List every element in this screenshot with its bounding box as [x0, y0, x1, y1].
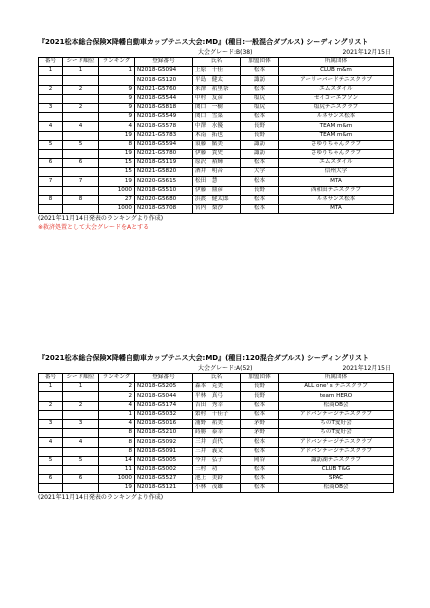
cell-club: さゆりちゃんクラブ	[279, 140, 394, 149]
cell-seed: 2	[63, 85, 99, 94]
relief-measure-note: ※救済処置として大会グレードをAとする	[38, 224, 150, 232]
cell-name: 伊藤 貴史	[193, 149, 241, 158]
tournament-grade: 大会グレード:B(38)	[198, 49, 253, 56]
list-meta	[38, 48, 393, 57]
table-body	[39, 383, 394, 493]
cell-federation: 塩尻	[241, 103, 279, 112]
cell-club: MTA	[279, 177, 394, 186]
header-name: 氏名	[193, 58, 241, 67]
cell-reg-no: N2018-G5527	[135, 475, 193, 484]
table-row	[39, 149, 394, 158]
cell-number: 2	[39, 401, 63, 410]
cell-ranking: 1	[99, 410, 135, 419]
cell-number: 1	[39, 383, 63, 392]
cell-ranking: 15	[99, 168, 135, 177]
cell-club: エムスタイル	[279, 159, 394, 168]
seeding-table	[38, 373, 394, 493]
table-row	[39, 401, 394, 410]
cell-reg-no: N2018-G5016	[135, 419, 193, 428]
cell-number: 3	[39, 419, 63, 428]
table-row	[39, 447, 394, 456]
cell-seed	[63, 484, 99, 493]
cell-federation: 松本	[241, 177, 279, 186]
cell-ranking: 9	[99, 94, 135, 103]
cell-seed: 7	[63, 177, 99, 186]
cell-name: 三村 功	[193, 465, 241, 474]
cell-reg-no: N2018-G5032	[135, 410, 193, 419]
cell-ranking: 8	[99, 140, 135, 149]
table-row	[39, 410, 394, 419]
cell-reg-no: N2018-G5044	[135, 392, 193, 401]
table-row	[39, 122, 394, 131]
table-row	[39, 94, 394, 103]
cell-name: 米澤 祐里奈	[193, 85, 241, 94]
cell-club: 松商OB会	[279, 484, 394, 493]
cell-federation: 長野	[241, 392, 279, 401]
cell-number	[39, 392, 63, 401]
header-seed: シード順位	[63, 374, 99, 383]
cell-name: 中村 友彦	[193, 94, 241, 103]
table-row	[39, 392, 394, 401]
cell-name: 木南 拓也	[193, 131, 241, 140]
header-reg-no: 登録番号	[135, 58, 193, 67]
seeding-list-mixed-doubles-120	[38, 354, 393, 502]
cell-name: 伊藤 鼎彦	[193, 186, 241, 195]
cell-reg-no: N2020-G5680	[135, 195, 193, 204]
cell-ranking	[99, 76, 135, 85]
cell-name: 平島 健太	[193, 76, 241, 85]
cell-name: 須藤 鮎美	[193, 140, 241, 149]
cell-name: 原沢 裕輝	[193, 159, 241, 168]
cell-club: ALL one' s テニスクラブ	[279, 383, 394, 392]
cell-seed: 5	[63, 140, 99, 149]
cell-name: 浦野 祐美	[193, 419, 241, 428]
cell-federation: 長野	[241, 131, 279, 140]
cell-club: CLUB T&G	[279, 465, 394, 474]
cell-ranking: 2	[99, 392, 135, 401]
cell-number	[39, 186, 63, 195]
cell-federation: 長野	[241, 122, 279, 131]
cell-club: セイコーエプソン	[279, 94, 394, 103]
table-row	[39, 475, 394, 484]
cell-seed: 1	[63, 67, 99, 76]
header-ranking: ランキング	[99, 374, 135, 383]
cell-club: 松商OB会	[279, 401, 394, 410]
cell-federation: 松本	[241, 484, 279, 493]
header-federation: 加盟団体	[241, 374, 279, 383]
cell-seed: 4	[63, 122, 99, 131]
cell-federation: 松本	[241, 475, 279, 484]
cell-club: 西和田テニスクラブ	[279, 186, 394, 195]
cell-reg-no: N2021-G5780	[135, 149, 193, 158]
cell-seed: 8	[63, 195, 99, 204]
cell-ranking: 4	[99, 419, 135, 428]
cell-ranking: 1	[99, 67, 135, 76]
cell-number	[39, 94, 63, 103]
header-seed: シード順位	[63, 58, 99, 67]
cell-ranking: 19	[99, 177, 135, 186]
cell-seed: 2	[63, 103, 99, 112]
list-title: 『2021松本総合保険X降幡自動車カップテニス大会:MD』(種目:一般混合ダブルス) シーディングリスト	[38, 38, 369, 46]
cell-seed	[63, 447, 99, 456]
ranking-source-note: (2021年11月14日発表のランキングより作成)	[38, 215, 164, 223]
cell-seed: 1	[63, 383, 99, 392]
cell-reg-no: N2018-G5091	[135, 447, 193, 456]
cell-seed: 2	[63, 401, 99, 410]
cell-federation: 諏訪	[241, 76, 279, 85]
cell-name: 三井 義文	[193, 447, 241, 456]
cell-club: アドバンテージテニスクラブ	[279, 410, 394, 419]
cell-reg-no: N2018-G5205	[135, 383, 193, 392]
cell-reg-no: N2021-G5760	[135, 85, 193, 94]
table-header-row	[39, 58, 394, 67]
cell-seed: 4	[63, 438, 99, 447]
cell-name: 関口 雪菜	[193, 113, 241, 122]
cell-federation: 岡谷	[241, 456, 279, 465]
cell-ranking: 8	[99, 429, 135, 438]
table-row	[39, 419, 394, 428]
cell-ranking: 4	[99, 401, 135, 410]
cell-reg-no: N2018-G5510	[135, 186, 193, 195]
table-row	[39, 383, 394, 392]
cell-seed	[63, 205, 99, 214]
cell-federation: 諏訪	[241, 140, 279, 149]
cell-number: 4	[39, 122, 63, 131]
cell-reg-no: N2018-G5818	[135, 103, 193, 112]
cell-seed	[63, 429, 99, 438]
cell-number: 8	[39, 195, 63, 204]
cell-number	[39, 429, 63, 438]
table-row	[39, 465, 394, 474]
cell-reg-no: N2018-G5119	[135, 159, 193, 168]
cell-seed	[63, 392, 99, 401]
cell-reg-no: N2018-G5005	[135, 456, 193, 465]
cell-name: 酒井 明音	[193, 168, 241, 177]
cell-reg-no: N2018-G5578	[135, 122, 193, 131]
cell-ranking: 1000	[99, 186, 135, 195]
cell-ranking: 2	[99, 383, 135, 392]
cell-number: 2	[39, 85, 63, 94]
cell-name: 池上 美鈴	[193, 475, 241, 484]
cell-ranking: 11	[99, 465, 135, 474]
header-club: 所属団体	[279, 374, 394, 383]
cell-number: 5	[39, 140, 63, 149]
table-row	[39, 76, 394, 85]
cell-number	[39, 410, 63, 419]
cell-federation: 長野	[241, 186, 279, 195]
cell-number	[39, 168, 63, 177]
cell-seed	[63, 131, 99, 140]
cell-federation: 松本	[241, 195, 279, 204]
header-number: 番号	[39, 58, 63, 67]
cell-club: アーリーバードテニスクラブ	[279, 76, 394, 85]
table-body	[39, 67, 394, 214]
cell-seed: 6	[63, 159, 99, 168]
cell-ranking: 9	[99, 103, 135, 112]
table-row	[39, 456, 394, 465]
cell-name: 吉田 秀幸	[193, 401, 241, 410]
cell-name: 松田 慧	[193, 177, 241, 186]
cell-number: 3	[39, 103, 63, 112]
cell-number: 5	[39, 456, 63, 465]
cell-reg-no: N2018-G5708	[135, 205, 193, 214]
cell-number: 6	[39, 475, 63, 484]
cell-reg-no: N2018-G5002	[135, 465, 193, 474]
cell-reg-no: N2018-G5094	[135, 67, 193, 76]
table-row	[39, 131, 394, 140]
cell-club: エムスタイル	[279, 85, 394, 94]
table-row	[39, 177, 394, 186]
cell-seed: 5	[63, 456, 99, 465]
cell-club: アドバンテージテニスクラブ	[279, 438, 394, 447]
cell-club: SPAC	[279, 475, 394, 484]
cell-ranking: 4	[99, 122, 135, 131]
cell-name: 小林 茂雄	[193, 484, 241, 493]
cell-reg-no: N2018-G5120	[135, 76, 193, 85]
table-row	[39, 85, 394, 94]
list-meta	[38, 364, 393, 373]
cell-club: ルネサンス松本	[279, 113, 394, 122]
list-date: 2021年12月15日	[342, 49, 391, 56]
cell-club: アドバンテージテニスクラブ	[279, 447, 394, 456]
cell-reg-no: N2018-G5210	[135, 429, 193, 438]
cell-reg-no: N2018-G5544	[135, 94, 193, 103]
cell-club: ちのT愛好会	[279, 419, 394, 428]
cell-number	[39, 205, 63, 214]
cell-federation: 茅野	[241, 419, 279, 428]
cell-club: ちのT愛好会	[279, 429, 394, 438]
cell-name: 森本 克美	[193, 383, 241, 392]
cell-reg-no: N2018-G5092	[135, 438, 193, 447]
cell-reg-no: N2018-G5121	[135, 484, 193, 493]
cell-ranking: 1000	[99, 475, 135, 484]
table-row	[39, 168, 394, 177]
cell-number	[39, 113, 63, 122]
cell-federation: 松本	[241, 447, 279, 456]
cell-number: 6	[39, 159, 63, 168]
cell-seed	[63, 465, 99, 474]
cell-name: 平林 真弓	[193, 392, 241, 401]
cell-number: 1	[39, 67, 63, 76]
cell-ranking: 15	[99, 159, 135, 168]
cell-reg-no: N2018-G5174	[135, 401, 193, 410]
cell-seed	[63, 186, 99, 195]
cell-ranking: 19	[99, 131, 135, 140]
seeding-list-mixed-doubles-general	[38, 38, 393, 232]
cell-federation: 松本	[241, 113, 279, 122]
cell-ranking: 9	[99, 113, 135, 122]
cell-seed	[63, 410, 99, 419]
list-date: 2021年12月15日	[342, 365, 391, 372]
table-row	[39, 484, 394, 493]
header-reg-no: 登録番号	[135, 374, 193, 383]
cell-club: 信州大学	[279, 168, 394, 177]
cell-seed	[63, 149, 99, 158]
cell-ranking: 14	[99, 456, 135, 465]
cell-number	[39, 76, 63, 85]
cell-ranking: 19	[99, 484, 135, 493]
cell-ranking: 1000	[99, 205, 135, 214]
header-name: 氏名	[193, 374, 241, 383]
header-club: 所属団体	[279, 58, 394, 67]
cell-ranking: 9	[99, 85, 135, 94]
cell-reg-no: N2021-G5820	[135, 168, 193, 177]
cell-club: MTA	[279, 205, 394, 214]
cell-federation: 松本	[241, 410, 279, 419]
cell-seed	[63, 113, 99, 122]
tournament-grade: 大会グレード:A(52)	[198, 365, 253, 372]
cell-federation: 松本	[241, 159, 279, 168]
cell-federation: 松本	[241, 67, 279, 76]
cell-club: ルネサンス松本	[279, 195, 394, 204]
table-row	[39, 103, 394, 112]
cell-number: 4	[39, 438, 63, 447]
table-row	[39, 438, 394, 447]
cell-ranking: 8	[99, 438, 135, 447]
cell-name: 宮内 梨沙	[193, 205, 241, 214]
cell-name: 蒔勝 泰幸	[193, 429, 241, 438]
cell-federation: 松本	[241, 205, 279, 214]
cell-ranking: 8	[99, 447, 135, 456]
cell-club: 塩尻テニスクラブ	[279, 103, 394, 112]
header-number: 番号	[39, 374, 63, 383]
cell-federation: 松本	[241, 401, 279, 410]
cell-name: 今井 弘子	[193, 456, 241, 465]
cell-federation: 松本	[241, 438, 279, 447]
cell-ranking: 19	[99, 149, 135, 158]
cell-reg-no: N2018-G5549	[135, 113, 193, 122]
cell-number	[39, 131, 63, 140]
table-row	[39, 67, 394, 76]
cell-number	[39, 465, 63, 474]
cell-reg-no: N2018-G5594	[135, 140, 193, 149]
cell-number	[39, 447, 63, 456]
cell-ranking: 27	[99, 195, 135, 204]
cell-club: さゆりちゃんクラブ	[279, 149, 394, 158]
cell-club: TEAM m&m	[279, 131, 394, 140]
cell-club: CLUB m&m	[279, 67, 394, 76]
cell-seed	[63, 168, 99, 177]
cell-reg-no: N2021-G5783	[135, 131, 193, 140]
table-row	[39, 429, 394, 438]
cell-name: 三井 貞代	[193, 438, 241, 447]
cell-number	[39, 149, 63, 158]
cell-federation: 松本	[241, 85, 279, 94]
cell-club: team HERO	[279, 392, 394, 401]
cell-name: 関口 一樹	[193, 103, 241, 112]
cell-federation: 長野	[241, 383, 279, 392]
cell-federation: 松本	[241, 465, 279, 474]
cell-name: 繁村 千佳子	[193, 410, 241, 419]
list-title: 『2021松本総合保険X降幡自動車カップテニス大会:MD』(種目:120混合ダブルス) シーディングリスト	[38, 354, 370, 362]
table-row	[39, 140, 394, 149]
cell-federation: 大学	[241, 168, 279, 177]
cell-number: 7	[39, 177, 63, 186]
table-row	[39, 159, 394, 168]
seeding-table	[38, 57, 394, 214]
cell-seed	[63, 94, 99, 103]
cell-federation: 茅野	[241, 429, 279, 438]
cell-club: TEAM m&m	[279, 122, 394, 131]
cell-reg-no: N2020-G5615	[135, 177, 193, 186]
table-row	[39, 205, 394, 214]
cell-seed: 6	[63, 475, 99, 484]
table-row	[39, 195, 394, 204]
cell-federation: 塩尻	[241, 94, 279, 103]
table-row	[39, 186, 394, 195]
cell-name: 浜渡 健太郎	[193, 195, 241, 204]
table-header-row	[39, 374, 394, 383]
cell-seed: 3	[63, 419, 99, 428]
cell-name: 中澤 水優	[193, 122, 241, 131]
ranking-source-note: (2021年11月14日発表のランキングより作成)	[38, 494, 164, 502]
table-row	[39, 113, 394, 122]
cell-club: 諏訪湖テニスクラブ	[279, 456, 394, 465]
cell-federation: 諏訪	[241, 149, 279, 158]
cell-number	[39, 484, 63, 493]
header-federation: 加盟団体	[241, 58, 279, 67]
cell-seed	[63, 76, 99, 85]
cell-name: 上原 千佳	[193, 67, 241, 76]
header-ranking: ランキング	[99, 58, 135, 67]
